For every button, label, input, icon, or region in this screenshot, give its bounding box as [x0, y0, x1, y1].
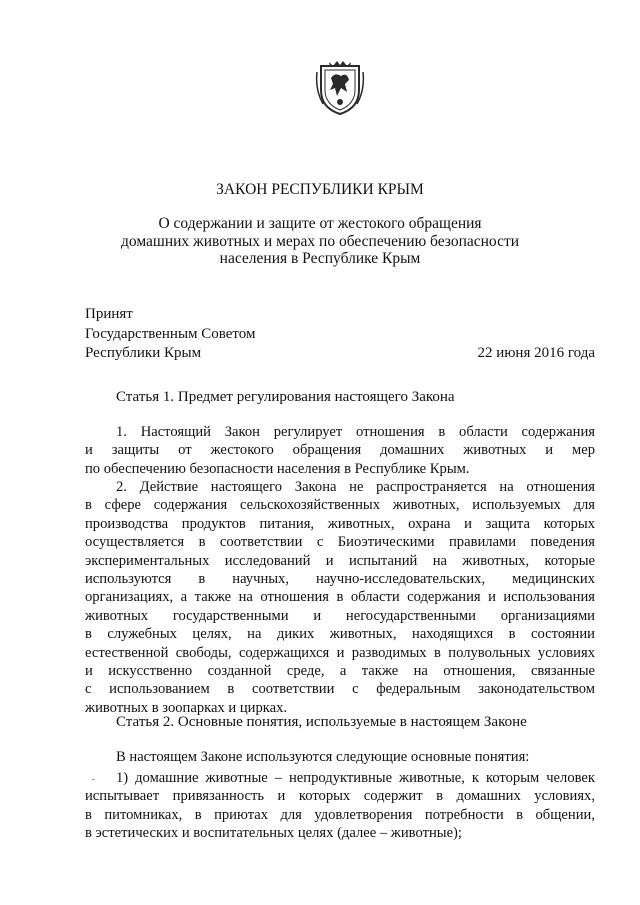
text-line: 2. Действие настоящего Закона не распространяется на отношения: [116, 479, 595, 495]
adoption-line: Принят: [85, 306, 133, 322]
subtitle-line: О содержании и защите от жестокого обращения: [158, 215, 482, 232]
text-line: организациях, а также на отношения в области содержания и использования: [85, 589, 595, 606]
text-line: 1. Настоящий Закон регулирует отношения в области содержания: [116, 424, 595, 440]
text-line: экспериментальных исследований и испытаний на животных, которые: [85, 552, 595, 569]
crimea-coat-of-arms-icon: [315, 60, 365, 116]
text-line: по обеспечению безопасности населения в Республике Крым.: [85, 460, 470, 477]
text-line: и искусственно созданной среде, а также на отношения, связанные: [85, 662, 595, 679]
article-1-paragraph-2: [85, 478, 595, 717]
adoption-block: [85, 305, 256, 364]
article-2-heading: Статья 2. Основные понятия, используемые в настоящем Законе: [116, 714, 527, 730]
text-line: производства продуктов питания, животных, охрана и защита которых: [85, 515, 595, 532]
text-line: животных в зоопарках и цирках.: [85, 699, 288, 716]
text-line: в питомниках, в приютах для удовлетворения потребности в общении,: [85, 806, 595, 823]
article-2-item-1: [85, 769, 595, 843]
text-line: используются в научных, научно-исследовательских, медицинских: [85, 570, 595, 587]
text-line: и защиты от жестокого обращения домашних животных и мер: [85, 442, 595, 459]
article-1-paragraph-1: [85, 423, 595, 478]
text-line: в служебных целях, на диких животных, находящихся в состоянии: [85, 626, 595, 643]
subtitle-line: домашних животных и мерах по обеспечению безопасности: [120, 232, 520, 250]
text-line: в сфере содержания сельскохозяйственных животных, используемых для: [85, 497, 595, 514]
adoption-date: 22 июня 2016 года: [477, 345, 595, 361]
text-line: естественной свободы, содержащихся и разводимых в полувольных условиях: [85, 644, 595, 661]
adoption-line: Государственным Советом: [85, 325, 256, 342]
adoption-line: Республики Крым: [85, 345, 202, 361]
text-line: с использованием в соответствии с федеральным законодательством: [85, 681, 595, 698]
text-line: осуществляется в соответствии с Биоэтическими правилами поведения: [85, 534, 595, 551]
article-2-intro: [85, 748, 595, 766]
article-1-heading: Статья 1. Предмет регулирования настоящего Закона: [116, 389, 455, 405]
text-line: испытывает привязанность и которых содержит в домашних условиях,: [85, 788, 595, 805]
text-line: в эстетических и воспитательных целях (далее – животные);: [85, 825, 462, 842]
text-line: В настоящем Законе используются следующие основные понятия:: [116, 749, 530, 765]
subtitle-line: населения в Республике Крым: [219, 250, 421, 267]
law-title: ЗАКОН РЕСПУБЛИКИ КРЫМ: [216, 181, 424, 198]
text-line: 1) домашние животные – непродуктивные животные, к которым человек: [116, 770, 595, 786]
text-line: животных государственными и негосударственными организациями: [85, 607, 595, 624]
law-subtitle: [0, 215, 640, 268]
